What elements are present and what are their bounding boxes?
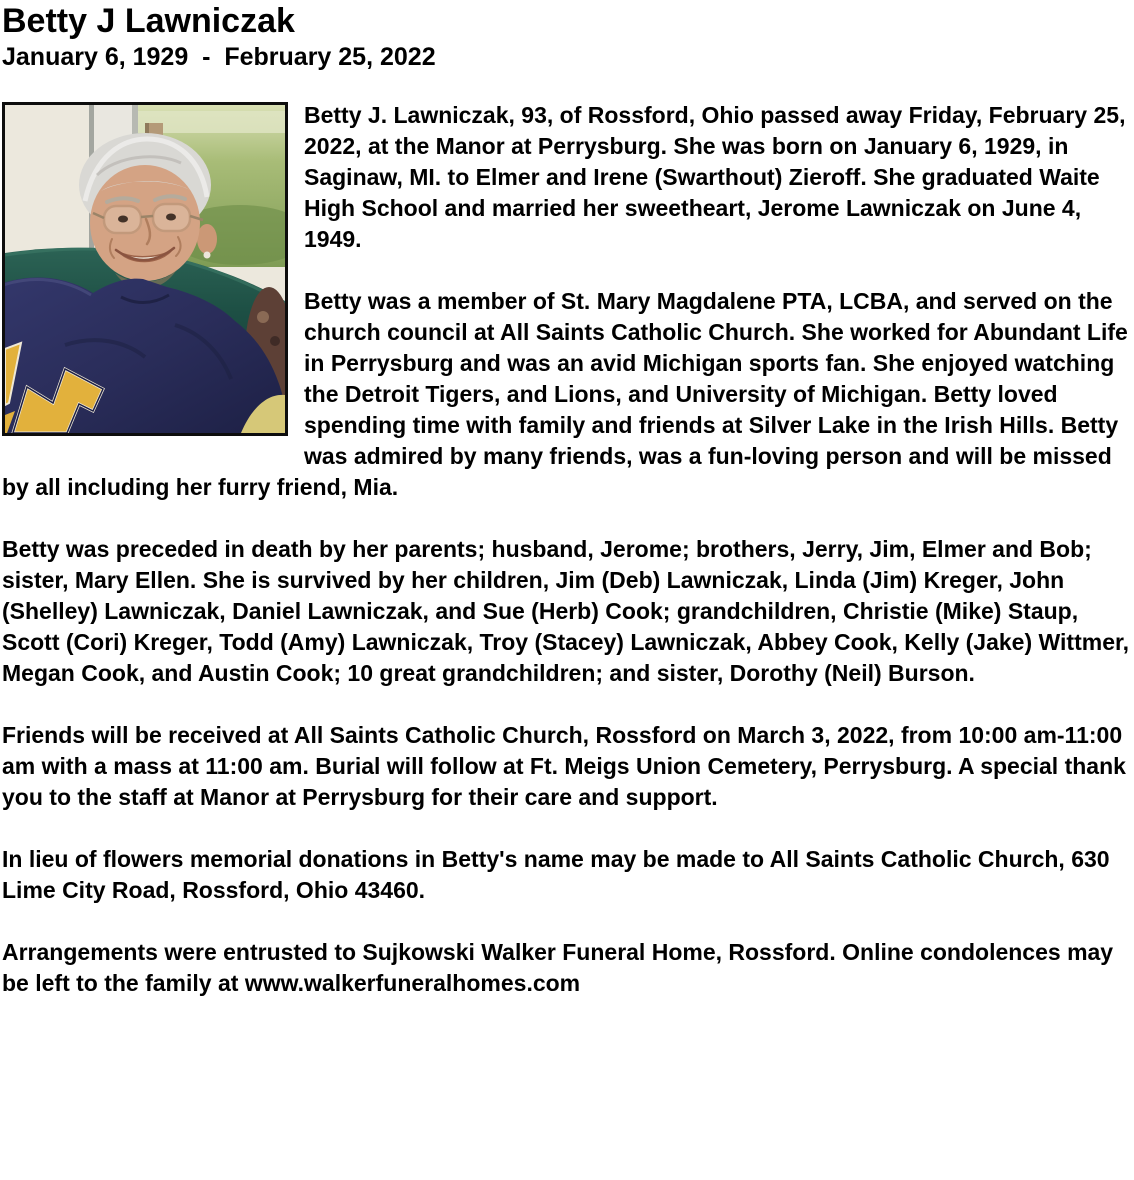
obituary-paragraph-5: In lieu of flowers memorial donations in Betty's name may be made to All Saints Catholic Church, 630 Lime City Road, Rossford, Ohio 43460. <box>2 846 1110 903</box>
portrait-photo <box>2 102 288 436</box>
obituary-body <box>2 100 1130 999</box>
obituary-paragraph-3: Betty was preceded in death by her parents; husband, Jerome; brothers, Jerry, Jim, Elmer and Bob; sister, Mary Ellen. She is survived by her children, Jim (Deb) Lawniczak, Linda (Jim) Kreger, John (Shelley) Lawniczak, Daniel Lawniczak, and Sue (Herb) Cook; grandchildren, Christie (Mike) Staup, Scott (Cori) Kreger, Todd (Amy) Lawniczak, Troy (Stacey) Lawniczak, Abbey Cook, Kelly (Jake) Wittmer, Megan Cook, and Austin Cook; 10 great grandchildren; and sister, Dorothy (Neil) Burson. <box>2 536 1130 686</box>
obituary-paragraph-1: Betty J. Lawniczak, 93, of Rossford, Ohio passed away Friday, February 25, 2022, at the Manor at Perrysburg. She was born on January 6, 1929, in Saginaw, MI. to Elmer and Irene (Swarthout) Zieroff. She graduated Waite High School and married her sweetheart, Jerome Lawniczak on June 4, 1949. <box>304 102 1126 252</box>
life-dates: January 6, 1929 - February 25, 2022 <box>2 43 436 71</box>
obituary-paragraph-6: Arrangements were entrusted to Sujkowski Walker Funeral Home, Rossford. Online condolences may be left to the family at www.walkerfuneralhomes.com <box>2 939 1114 996</box>
obituary-paragraph-4: Friends will be received at All Saints Catholic Church, Rossford on March 3, 2022, from 10:00 am-11:00 am with a mass at 11:00 am. Burial will follow at Ft. Meigs Union Cemetery, Perrysburg. A special thank you to the staff at Manor at Perrysburg for their care and support. <box>2 722 1126 810</box>
obituary-paragraph-2: Betty was a member of St. Mary Magdalene PTA, LCBA, and served on the church council at All Saints Catholic Church. She worked for Abundant Life in Perrysburg and was an avid Michigan sports fan. She enjoyed watching the Detroit Tigers, and Lions, and University of Michigan. Betty loved spending time with family and friends at Silver Lake in the Irish Hills. Betty was admired by many friends, was a fun-loving person and will be missed by all including her furry friend, Mia. <box>2 288 1128 500</box>
page-title: Betty J Lawniczak <box>2 2 295 40</box>
portrait-photo-illustration <box>5 105 285 433</box>
